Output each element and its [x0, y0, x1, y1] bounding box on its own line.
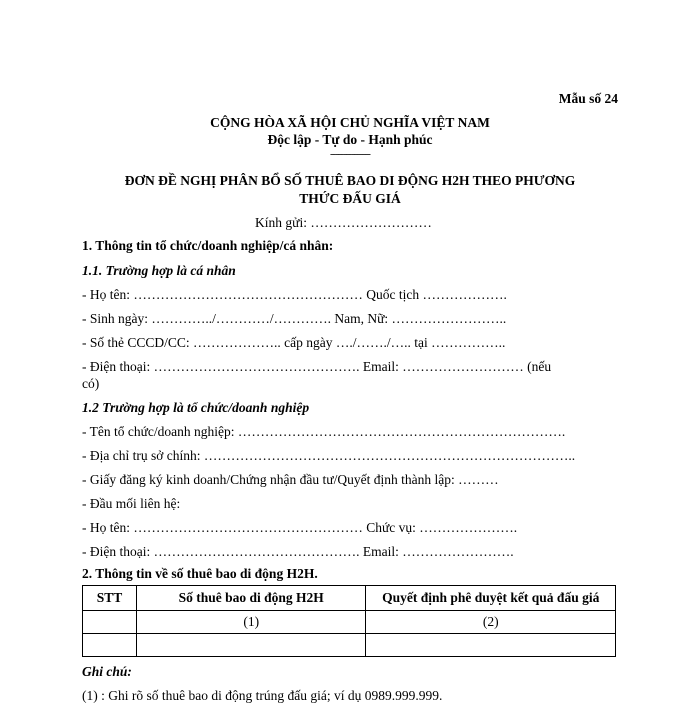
individual-id-line: - Số thẻ CCCD/CC: ……………….. cấp ngày …./……./….. tại ……………..	[82, 335, 506, 350]
document-title-line-2: THỨC ĐẤU GIÁ	[299, 191, 401, 206]
individual-subheading: 1.1. Trường hợp là cá nhân	[82, 263, 236, 278]
section-1-heading: 1. Thông tin tổ chức/doanh nghiệp/cá nhân:	[82, 238, 334, 253]
column-header-stt: STT	[83, 586, 137, 611]
motto: Độc lập - Tự do - Hạnh phúc	[267, 132, 433, 147]
organization-contact-phone-line: - Điện thoại: ………………………………………. Email: …………………….	[82, 544, 514, 559]
document-title-line-1: ĐƠN ĐỀ NGHỊ PHÂN BỔ SỐ THUÊ BAO DI ĐỘNG H2H THEO PHƯƠNG	[124, 173, 576, 188]
organization-subheading: 1.2 Trường hợp là tổ chức/doanh nghiệp	[82, 400, 310, 415]
table-cell	[83, 611, 137, 634]
subscriber-table	[82, 585, 616, 657]
note-line-1: (1) : Ghi rõ số thuê bao di động trúng đấu giá; ví dụ 0989.999.999.	[82, 688, 443, 703]
header-rule: ---------------	[330, 148, 370, 160]
notes-heading: Ghi chú:	[82, 664, 132, 679]
table-header-row	[83, 586, 616, 611]
table-row	[83, 611, 616, 634]
table-row	[83, 634, 616, 657]
organization-address-line: - Địa chỉ trụ sở chính: ………………………………………………………………………..	[82, 448, 576, 463]
section-2-heading: 2. Thông tin về số thuê bao di động H2H.	[82, 566, 318, 581]
table-cell: (2)	[366, 611, 616, 634]
column-header-number: Số thuê bao di động H2H	[136, 586, 366, 611]
table-cell: (1)	[136, 611, 366, 634]
individual-name-line: - Họ tên: …………………………………………… Quốc tịch ……………….	[82, 287, 507, 302]
country-heading: CỘNG HÒA XÃ HỘI CHỦ NGHĨA VIỆT NAM	[210, 115, 490, 130]
table-cell	[136, 634, 366, 657]
organization-contact-name-line: - Họ tên: …………………………………………… Chức vụ: ………………….	[82, 520, 518, 535]
form-code: Mẫu số 24	[558, 91, 618, 106]
table-cell	[83, 634, 137, 657]
organization-license-line: - Giấy đăng ký kinh doanh/Chứng nhận đầu tư/Quyết định thành lập: ………	[82, 472, 499, 487]
column-header-decision: Quyết định phê duyệt kết quả đấu giá	[366, 586, 616, 611]
organization-contact-label: - Đầu mối liên hệ:	[82, 496, 181, 511]
individual-contact-line: - Điện thoại: ………………………………………. Email: ……………………… (nếu	[82, 359, 552, 374]
addressee: Kính gửi: ………………………	[255, 215, 432, 230]
individual-contact-continuation: có)	[82, 376, 100, 391]
organization-name-line: - Tên tổ chức/doanh nghiệp: ……………………………………………………………….	[82, 424, 566, 439]
table-cell	[366, 634, 616, 657]
individual-birth-line: - Sinh ngày: …………../…………/…………. Nam, Nữ: ……………………..	[82, 311, 507, 326]
